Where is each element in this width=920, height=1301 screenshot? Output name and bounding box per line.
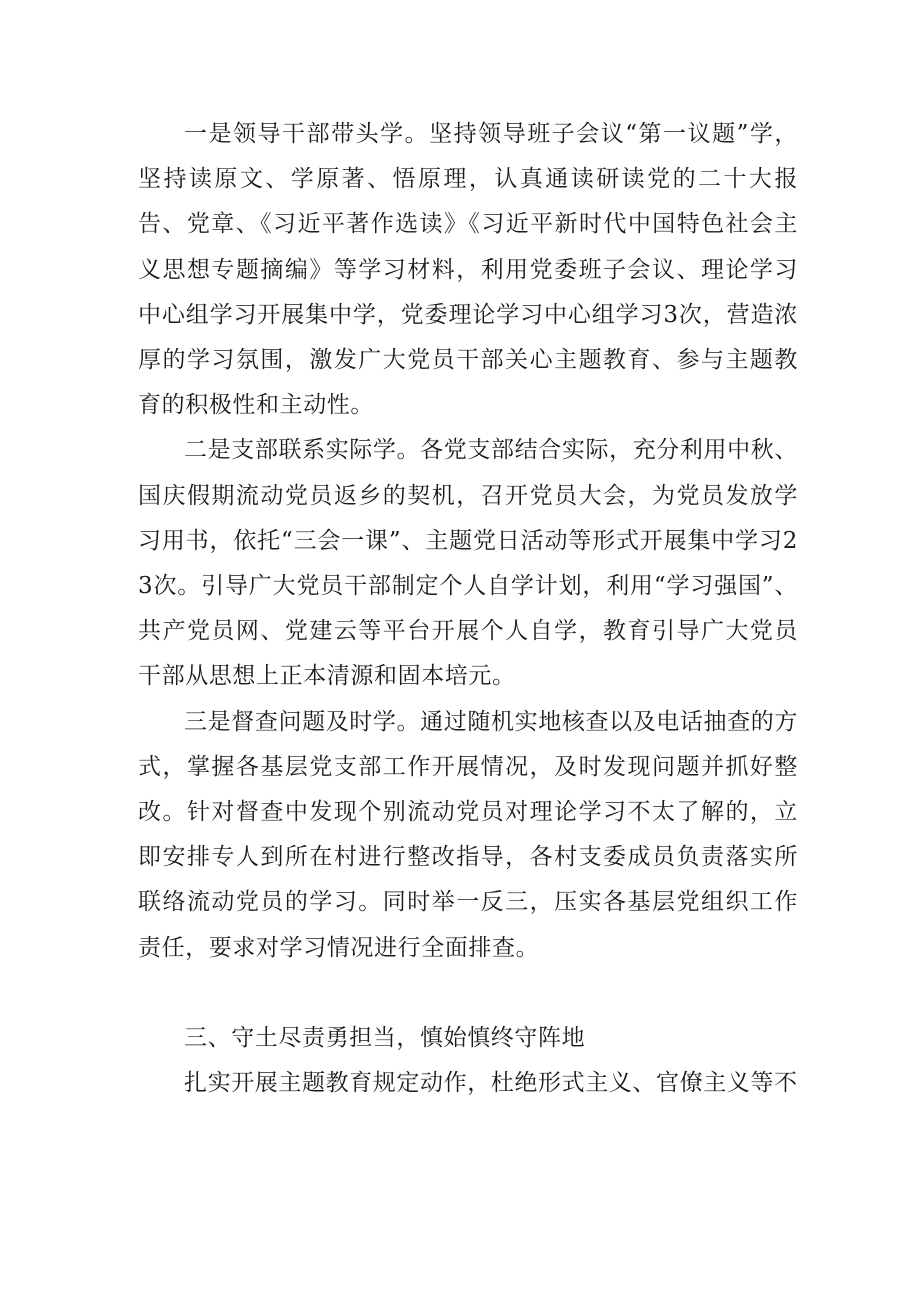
document-body: [138, 112, 798, 1106]
paragraph-final: 扎实开展主题教育规定动作，杜绝形式主义、官僚主义等不: [184, 1070, 798, 1097]
paragraph-inspection-study: 三是督查问题及时学。通过随机实地核查以及电话抽查的方式，掌握各基层党支部工作开展情况，及时发现问题并抓好整改。针对督查中发现个别流动党员对理论学习不太了解的，立即安排专人到所在村进行整改指导，各村支委成员负责落实所联络流动党员的学习。同时举一反三，压实各基层党组织工作责任，要求对学习情况进行全面排查。: [138, 708, 798, 961]
section-spacer: [138, 971, 798, 1016]
paragraph-leaders-study: 一是领导干部带头学。坚持领导班子会议“第一议题”学，坚持读原文、学原著、悟原理，认真通读研读党的二十大报告、党章、《习近平著作选读》《习近平新时代中国特色社会主义思想专题摘编》等学习材料，利用党委班子会议、理论学习中心组学习开展集中学，党委理论学习中心组学习3次，营造浓厚的学习氛围，激发广大党员干部关心主题教育、参与主题教育的积极性和主动性。: [138, 121, 798, 419]
section-heading: 三、守土尽责勇担当，慎始慎终守阵地: [184, 1024, 586, 1051]
paragraph-branch-study: 二是支部联系实际学。各党支部结合实际，充分利用中秋、国庆假期流动党员返乡的契机，召开党员大会，为党员发放学习用书，依托“三会一课”、主题党日活动等形式开展集中学习23次。引导广大党员干部制定个人自学计划，利用“学习强国”、共产党员网、党建云等平台开展个人自学，教育引导广大党员干部从思想上正本清源和固本培元。: [138, 437, 798, 690]
